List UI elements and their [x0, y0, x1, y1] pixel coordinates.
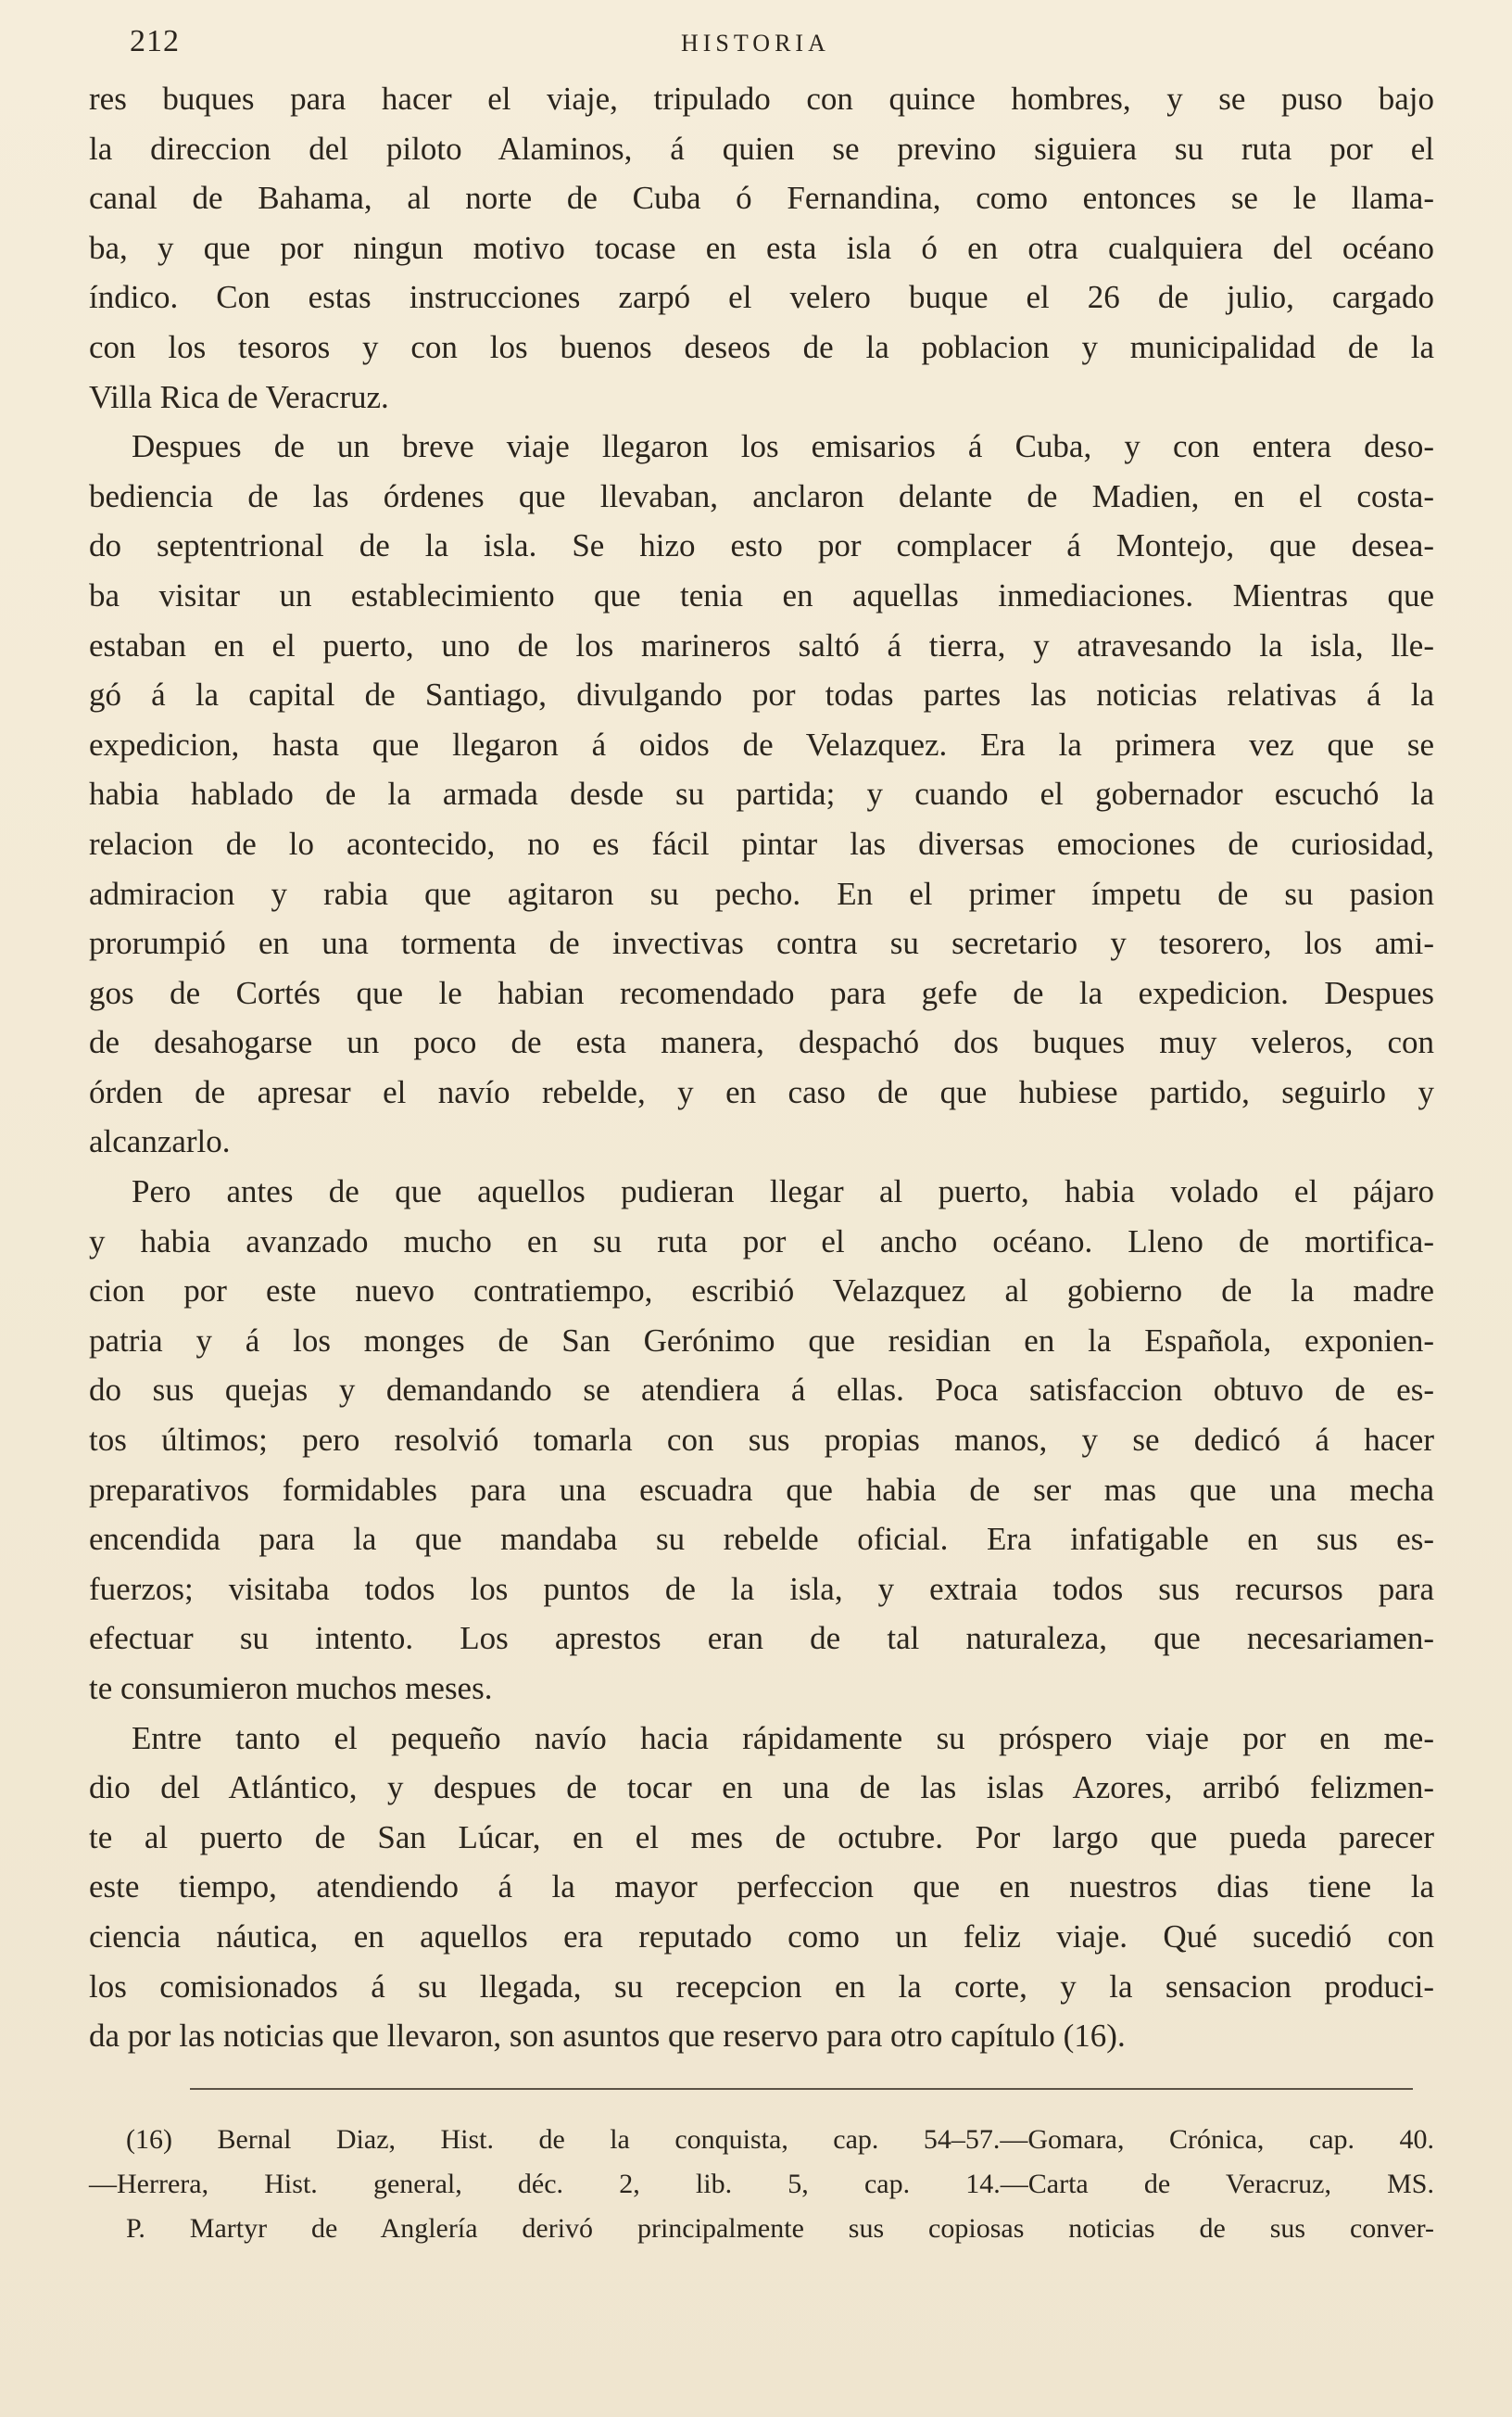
text-line: patria y á los monges de San Gerónimo que residian en la Española, exponien- — [89, 1322, 1434, 1359]
text-line: da por las noticias que llevaron, son asuntos que reservo para otro capítulo (16). — [89, 2018, 1126, 2055]
text-line: Villa Rica de Veracruz. — [89, 378, 389, 415]
text-line: Pero antes de que aquellos pudieran llegar al puerto, habia volado el pájaro — [132, 1173, 1434, 1210]
text-line: te consumieron muchos meses. — [89, 1670, 493, 1706]
text-line: relacion de lo acontecido, no es fácil pintar las diversas emociones de curiosidad, — [89, 825, 1434, 862]
text-line: Despues de un breve viaje llegaron los emisarios á Cuba, y con entera deso- — [132, 428, 1434, 465]
text-line: habia hablado de la armada desde su partida; y cuando el gobernador escuchó la — [89, 776, 1434, 813]
text-line: bediencia de las órdenes que llevaban, anclaron delante de Madien, en el costa- — [89, 477, 1434, 514]
footnote-line: —Herrera, Hist. general, déc. 2, lib. 5, cap. 14.—Carta de Veracruz, MS. — [89, 2169, 1434, 2199]
text-line: cion por este nuevo contratiempo, escribió Velazquez al gobierno de la madre — [89, 1272, 1434, 1310]
text-line: do septentrional de la isla. Se hizo esto por complacer á Montejo, que desea- — [89, 527, 1434, 564]
text-line: gos de Cortés que le habian recomendado para gefe de la expedicion. Despues — [89, 974, 1434, 1011]
text-line: ba visitar un establecimiento que tenia en aquellas inmediaciones. Mientras que — [89, 576, 1434, 614]
paragraph-2 — [89, 422, 1434, 1167]
paragraph-3 — [89, 1167, 1434, 1714]
text-line: tos últimos; pero resolvió tomarla con sus propias manos, y se dedicó á hacer — [89, 1422, 1434, 1459]
text-line: y habia avanzado mucho en su ruta por el ancho océano. Lleno de mortifica- — [89, 1222, 1434, 1259]
text-line: la direccion del piloto Alaminos, á quien se previno siguiera su ruta por el — [89, 130, 1434, 167]
text-line: expedicion, hasta que llegaron á oidos de Velazquez. Era la primera vez que se — [89, 726, 1434, 763]
paragraph-4 — [89, 1714, 1434, 2061]
text-line: canal de Bahama, al norte de Cuba ó Fernandina, como entonces se le llama- — [89, 180, 1434, 217]
text-line: estaban en el puerto, uno de los marineros saltó á tierra, y atravesando la isla, lle- — [89, 626, 1434, 664]
body-text — [89, 74, 1434, 2061]
text-line: do sus quejas y demandando se atendiera á ellas. Poca satisfaccion obtuvo de es- — [89, 1372, 1434, 1409]
text-line: admiracion y rabia que agitaron su pecho. En el primer ímpetu de su pasion — [89, 875, 1434, 912]
footnote-divider — [190, 2088, 1413, 2090]
page-number: 212 — [130, 24, 180, 58]
text-line: gó á la capital de Santiago, divulgando por todas partes las noticias relativas á la — [89, 677, 1434, 714]
text-line: te al puerto de San Lúcar, en el mes de octubre. Por largo que pueda parecer — [89, 1818, 1434, 1855]
text-line: ba, y que por ningun motivo tocase en esta isla ó en otra cualquiera del océano — [89, 229, 1434, 266]
text-line: este tiempo, atendiendo á la mayor perfeccion que en nuestros dias tiene la — [89, 1868, 1434, 1905]
footnote-line: P. Martyr de Anglería derivó principalmente sus copiosas noticias de sus conver- — [126, 2213, 1434, 2244]
text-line: encendida para la que mandaba su rebelde oficial. Era infatigable en sus es- — [89, 1521, 1434, 1558]
text-line: órden de apresar el navío rebelde, y en caso de que hubiese partido, seguirlo y — [89, 1073, 1434, 1110]
footnote-line: (16) Bernal Diaz, Hist. de la conquista, cap. 54–57.—Gomara, Crónica, cap. 40. — [126, 2124, 1434, 2155]
text-line: efectuar su intento. Los aprestos eran de tal naturaleza, que necesariamen- — [89, 1620, 1434, 1657]
text-line: de desahogarse un poco de esta manera, despachó dos buques muy veleros, con — [89, 1024, 1434, 1061]
text-line: alcanzarlo. — [89, 1123, 231, 1160]
text-line: con los tesoros y con los buenos deseos de la poblacion y municipalidad de la — [89, 328, 1434, 365]
text-line: res buques para hacer el viaje, tripulado con quince hombres, y se puso bajo — [89, 81, 1434, 117]
text-line: dio del Atlántico, y despues de tocar en una de las islas Azores, arribó felizmen- — [89, 1769, 1434, 1806]
text-line: prorumpió en una tormenta de invectivas contra su secretario y tesorero, los ami- — [89, 925, 1434, 962]
text-line: los comisionados á su llegada, su recepcion en la corte, y la sensacion produci- — [89, 1968, 1434, 2005]
text-line: fuerzos; visitaba todos los puntos de la isla, y extraia todos sus recursos para — [89, 1570, 1434, 1607]
text-line: Entre tanto el pequeño navío hacia rápidamente su próspero viaje por en me- — [132, 1719, 1434, 1756]
text-line: índico. Con estas instrucciones zarpó el velero buque el 26 de julio, cargado — [89, 279, 1434, 316]
paragraph-1 — [89, 74, 1434, 422]
footnotes — [89, 2118, 1434, 2251]
text-line: preparativos formidables para una escuadra que habia de ser mas que una mecha — [89, 1471, 1434, 1508]
running-title: HISTORIA — [681, 30, 830, 57]
running-head — [130, 24, 1427, 65]
text-line: ciencia náutica, en aquellos era reputado como un feliz viaje. Qué sucedió con — [89, 1917, 1434, 1955]
